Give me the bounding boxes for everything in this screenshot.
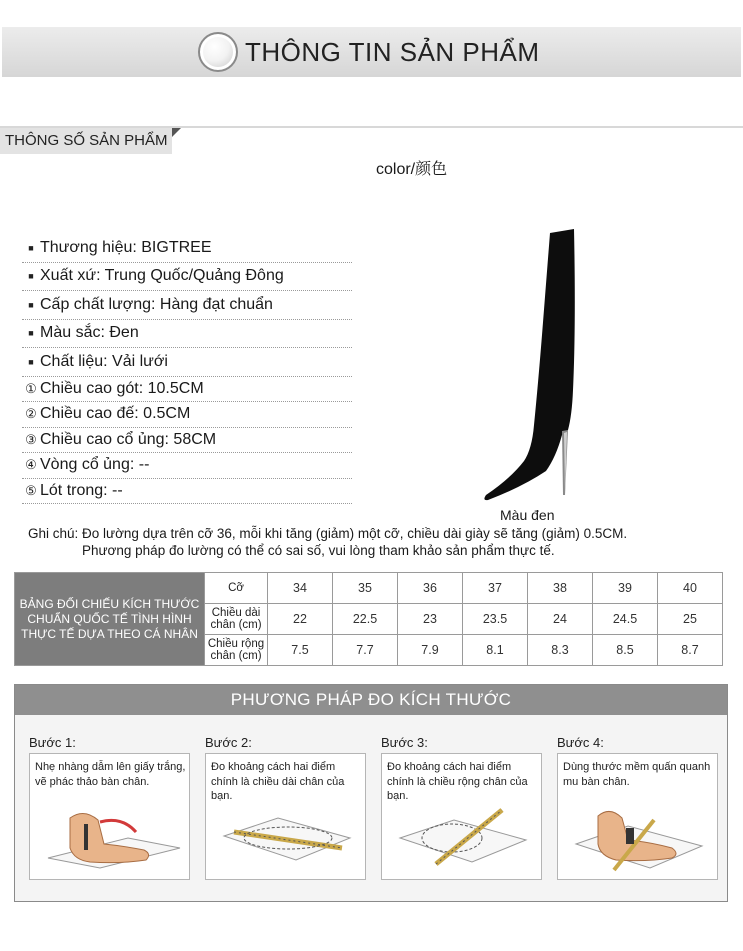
- step-card: [29, 753, 190, 880]
- step-label: Bước 3:: [381, 735, 428, 750]
- size-cell: 34: [268, 573, 333, 604]
- size-table-title: BẢNG ĐỐI CHIẾU KÍCH THƯỚC CHUẨN QUỐC TẾ TÌNH HÌNH THỰC TẾ DỰA THEO CÁ NHÂN: [15, 573, 205, 666]
- spec-text: Cấp chất lượng: Hàng đạt chuẩn: [40, 295, 273, 313]
- boot-shaft: [484, 229, 574, 500]
- step-4: [557, 735, 718, 880]
- width-cell: 8.7: [658, 635, 723, 666]
- length-cell: 23: [398, 604, 463, 635]
- length-cell: 22: [268, 604, 333, 635]
- spec-text: Màu sắc: Đen: [40, 324, 139, 342]
- spec-item: [22, 377, 352, 403]
- spec-text: Vòng cổ ủng: --: [40, 456, 150, 474]
- foot-outline-icon: [40, 798, 181, 876]
- step-description: Nhẹ nhàng dẫm lên giấy trắng, vẽ phác thảo bàn chân.: [35, 761, 186, 788]
- boot-image: [470, 225, 590, 510]
- spec-text: Chất liệu: Vải lưới: [40, 352, 168, 370]
- width-cell: 8.1: [463, 635, 528, 666]
- spec-text: Lót trong: --: [40, 481, 123, 499]
- square-bullet-icon: ■: [28, 299, 34, 310]
- row-header: Chiều dài chân (cm): [205, 604, 268, 635]
- spec-item: [22, 453, 352, 479]
- length-cell: 23.5: [463, 604, 528, 635]
- size-table: [14, 572, 723, 666]
- number-bullet-icon: ③: [25, 431, 37, 447]
- size-cell: 36: [398, 573, 463, 604]
- size-cell: 35: [333, 573, 398, 604]
- size-cell: 39: [593, 573, 658, 604]
- number-bullet-icon: ①: [25, 380, 37, 396]
- note-line-1: Ghi chú: Đo lường dựa trên cỡ 36, mỗi khi tăng (giảm) một cỡ, chiều dài giày sẽ tăng (giảm) 0.5CM.: [28, 526, 628, 541]
- note-line-2: Phương pháp đo lường có thể có sai số, vui lòng tham khảo sản phẩm thực tế.: [82, 543, 555, 558]
- spec-item: [22, 479, 352, 505]
- size-cell: 40: [658, 573, 723, 604]
- number-bullet-icon: ④: [25, 457, 37, 473]
- number-bullet-icon: ②: [25, 406, 37, 422]
- circle-icon: [198, 32, 238, 72]
- measure-section: [14, 684, 728, 902]
- measure-body: [15, 715, 727, 901]
- foot-length-icon: [216, 798, 357, 876]
- square-bullet-icon: ■: [28, 242, 34, 253]
- length-cell: 24.5: [593, 604, 658, 635]
- step-3: [381, 735, 542, 880]
- product-caption: Màu đen: [500, 507, 555, 523]
- width-cell: 7.9: [398, 635, 463, 666]
- step-description: Dùng thước mềm quấn quanh mu bàn chân.: [563, 761, 711, 788]
- step-label: Bước 1:: [29, 735, 76, 750]
- corner-mark-icon: [172, 128, 181, 137]
- length-cell: 24: [528, 604, 593, 635]
- square-bullet-icon: ■: [28, 328, 34, 339]
- length-cell: 25: [658, 604, 723, 635]
- spec-item: [22, 402, 352, 428]
- row-header: Chiều rộng chân (cm): [205, 635, 268, 666]
- section-label: THÔNG SỐ SẢN PHẨM: [0, 128, 172, 154]
- size-cell: 38: [528, 573, 593, 604]
- spec-list: [22, 234, 352, 504]
- step-description: Đo khoảng cách hai điểm chính là chiều dài chân của bạn.: [211, 761, 345, 802]
- step-label: Bước 2:: [205, 735, 252, 750]
- width-cell: 8.5: [593, 635, 658, 666]
- step-label: Bước 4:: [557, 735, 604, 750]
- header-banner: [2, 27, 741, 77]
- page-title: THÔNG TIN SẢN PHẨM: [245, 37, 540, 67]
- foot-width-icon: [392, 798, 533, 876]
- spec-item: [22, 348, 352, 377]
- spec-text: Chiều cao cổ ủng: 58CM: [40, 430, 217, 448]
- step-2: [205, 735, 366, 880]
- width-cell: 7.5: [268, 635, 333, 666]
- width-cell: 8.3: [528, 635, 593, 666]
- step-card: [557, 753, 718, 880]
- spec-item: [22, 234, 352, 263]
- length-cell: 22.5: [333, 604, 398, 635]
- table-row: [15, 573, 723, 604]
- width-cell: 7.7: [333, 635, 398, 666]
- spec-text: Thương hiệu: BIGTREE: [40, 238, 212, 256]
- number-bullet-icon: ⑤: [25, 482, 37, 498]
- size-cell: 37: [463, 573, 528, 604]
- spec-text: Chiều cao gót: 10.5CM: [40, 379, 204, 397]
- spec-item: [22, 291, 352, 320]
- square-bullet-icon: ■: [28, 271, 34, 282]
- color-label: color/颜色: [376, 161, 448, 178]
- square-bullet-icon: ■: [28, 356, 34, 367]
- step-card: [381, 753, 542, 880]
- step-1: [29, 735, 190, 880]
- row-header: Cỡ: [205, 573, 268, 604]
- step-description: Đo khoảng cách hai điểm chính là chiều rộng chân của bạn.: [387, 761, 528, 802]
- foot-wrap-icon: [568, 798, 709, 876]
- measure-title: PHƯƠNG PHÁP ĐO KÍCH THƯỚC: [15, 685, 727, 715]
- spec-text: Chiều cao đế: 0.5CM: [40, 405, 191, 423]
- spec-item: [22, 320, 352, 349]
- step-card: [205, 753, 366, 880]
- spec-item: [22, 263, 352, 292]
- spec-text: Xuất xứ: Trung Quốc/Quảng Đông: [40, 267, 284, 285]
- spec-item: [22, 428, 352, 454]
